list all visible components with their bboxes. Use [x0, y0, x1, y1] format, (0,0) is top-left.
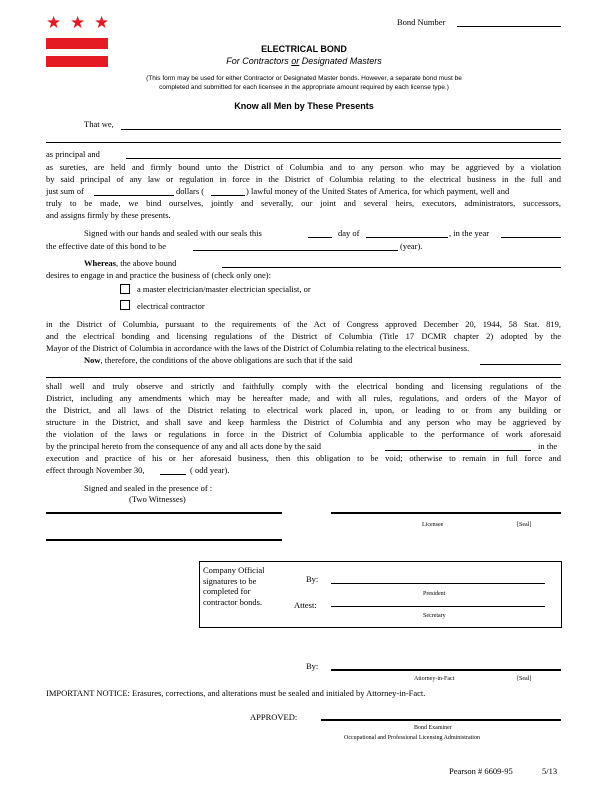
now-rest: , therefore, the conditions of the above obligations are such that if the said — [100, 355, 353, 365]
said-principal-field-2[interactable] — [46, 377, 561, 378]
that-we-label: That we, — [84, 119, 114, 129]
form-note-line1: (This form may be used for either Contractor or Designated Master bonds. However, a separate bond must be — [146, 75, 462, 82]
bond-examiner-label: Bond Examiner — [414, 725, 452, 731]
master-electrician-label: a master electrician/master electrician specialist, or — [137, 284, 311, 294]
day-of-label: day of — [338, 228, 360, 238]
bind-last-line: and assigns firmly by these presents. — [46, 210, 171, 220]
licensee-seal-label: [Seal] — [517, 522, 532, 528]
licensing-admin-label: Occupational and Professional Licensing Administration — [344, 735, 480, 741]
now-bold: Now — [84, 355, 101, 365]
bond-number-field[interactable] — [457, 26, 561, 27]
execution-line: execution and practice of his or her aforesaid business, then this obligation to be void; otherwise to remain in full force and — [46, 453, 561, 463]
attorney-by-label: By: — [306, 661, 319, 671]
district-line: and the electrical bonding and licensing regulations of the District of Columbia (Title 17 DCMR chapter 2) adopted by the — [46, 331, 561, 341]
signed-with-text: Signed with our hands and sealed with our seals this — [84, 228, 262, 238]
district-line: in the District of Columbia, pursuant to the requirements of the Act of Congress approved December 20, 1944, 58 Stat. 819, — [46, 319, 561, 329]
lawful-money-text: ) lawful money of the United States of America, for which payment, well and — [246, 186, 510, 196]
bond-number-label: Bond Number — [397, 17, 446, 27]
signed-year-field[interactable] — [501, 237, 561, 238]
signed-presence-text: Signed and sealed in the presence of : — [84, 483, 213, 493]
odd-year-field[interactable] — [160, 474, 186, 475]
in-the-label: in the — [538, 441, 558, 451]
by-principal-text: by the principal hereto from the consequence of any and all acts done by the said — [46, 441, 321, 451]
attorney-seal-label: [Seal] — [517, 676, 532, 682]
bind-line: truly to be made, we bind ourselves, jointly and severally, our joint and several heirs, executors, administrators, successors, — [46, 198, 561, 208]
president-label: President — [423, 591, 446, 597]
dollars-label: dollars ( — [176, 186, 205, 196]
principal-label: as principal and — [46, 149, 100, 159]
company-note-line: completed for — [203, 586, 251, 596]
effect-through-text: effect through November 30, — [46, 465, 145, 475]
company-official-note — [203, 565, 264, 607]
form-date: 5/13 — [542, 766, 558, 776]
odd-year-label: ( odd year). — [190, 465, 230, 475]
electrical-contractor-checkbox[interactable] — [120, 300, 130, 310]
approved-label: APPROVED: — [250, 712, 298, 722]
approved-signature-line[interactable] — [321, 719, 561, 721]
two-witnesses-text: (Two Witnesses) — [129, 494, 186, 504]
attorney-label: Attorney-in-Fact — [414, 676, 455, 682]
president-signature-line[interactable] — [331, 583, 545, 584]
form-title: ELECTRICAL BOND — [261, 44, 347, 54]
desires-text: desires to engage in and practice the business of (check only one): — [46, 270, 271, 280]
whereas-rest: , the above bound — [115, 258, 177, 268]
principal-name-field[interactable] — [121, 129, 561, 130]
form-note-line2: completed and submitted for each licensee in the appropriate amount required by each license type.) — [159, 84, 449, 91]
sum-words-field[interactable] — [94, 195, 174, 196]
shall-line: the District, and all laws of the District relating to electrical work placed in, upon, or leading to or from any building or — [46, 405, 561, 415]
district-last-line: Mayor of the District of Columbia in accordance with the laws of the District of Columbia relating to the electrical business. — [46, 343, 470, 353]
year-label: (year). — [400, 241, 423, 251]
subtitle-post: Designated Masters — [299, 56, 382, 66]
licensee-label: Licensee — [422, 522, 444, 528]
by-label: By: — [306, 574, 319, 584]
know-all-heading: Know all Men by These Presents — [234, 101, 374, 111]
shall-line: the violation of the laws or regulations in force in the District of Columbia applicable to the performance of work aforesaid — [46, 429, 561, 439]
surety-name-field[interactable] — [126, 158, 561, 159]
whereas-text — [84, 258, 176, 269]
flag-star-icon: ★ — [94, 13, 110, 32]
attorney-signature-line[interactable] — [331, 669, 561, 671]
subtitle-pre: For Contractors — [226, 56, 292, 66]
effective-date-label: the effective date of this bond to be — [46, 241, 166, 251]
witness-2-signature-line[interactable] — [46, 539, 282, 541]
witness-1-signature-line[interactable] — [46, 512, 282, 514]
electrical-contractor-label: electrical contractor — [137, 301, 205, 311]
company-note-line: contractor bonds. — [203, 596, 263, 607]
now-therefore-text — [84, 355, 352, 366]
company-note-line: signatures to be — [203, 575, 257, 586]
said-principal-field[interactable] — [480, 364, 561, 365]
subtitle-or: or — [291, 56, 300, 66]
form-number: Pearson # 6609-95 — [449, 766, 513, 776]
said-name-field[interactable] — [385, 450, 531, 451]
sureties-line: by said principal of any law or regulation in force in the District of Columbia relating to the electrical business in the full and — [46, 174, 561, 184]
effective-date-field[interactable] — [193, 250, 398, 251]
whereas-bold: Whereas — [84, 258, 116, 268]
secretary-label: Secretary — [423, 613, 446, 619]
attest-label: Attest: — [294, 600, 317, 610]
form-subtitle — [0, 56, 608, 66]
month-field[interactable] — [366, 237, 448, 238]
flag-star-icon: ★ — [46, 13, 62, 32]
just-sum-label: just sum of — [46, 186, 84, 196]
sureties-line: as sureties, are held and firmly bound unto the District of Columbia and to any person who may be aggrieved by a violation — [46, 162, 561, 172]
important-notice: IMPORTANT NOTICE: Erasures, corrections, and alterations must be sealed and initialed by Attorney-in-Fact. — [46, 688, 426, 698]
principal-name-field-2[interactable] — [46, 142, 561, 143]
shall-line: structure in the District, and shall save and keep harmless the District of Columbia and any person who may be aggrieved by — [46, 417, 561, 427]
shall-line: shall well and truly observe and strictly and faithfully comply with the electrical bonding and licensing regulations of the — [46, 381, 561, 391]
in-the-year-label: , in the year — [449, 228, 490, 238]
principal-bound-field[interactable] — [222, 267, 561, 268]
master-electrician-checkbox[interactable] — [120, 284, 130, 294]
day-field[interactable] — [308, 237, 332, 238]
secretary-signature-line[interactable] — [331, 606, 545, 607]
company-note-line: Company Official — [203, 565, 265, 575]
flag-star-icon: ★ — [70, 13, 86, 32]
shall-line: District, including any amendments which may be hereafter made, and with all rules, regulations, and orders of the Mayor of — [46, 393, 561, 403]
sum-amount-field[interactable] — [211, 195, 245, 196]
licensee-signature-line[interactable] — [331, 512, 561, 514]
